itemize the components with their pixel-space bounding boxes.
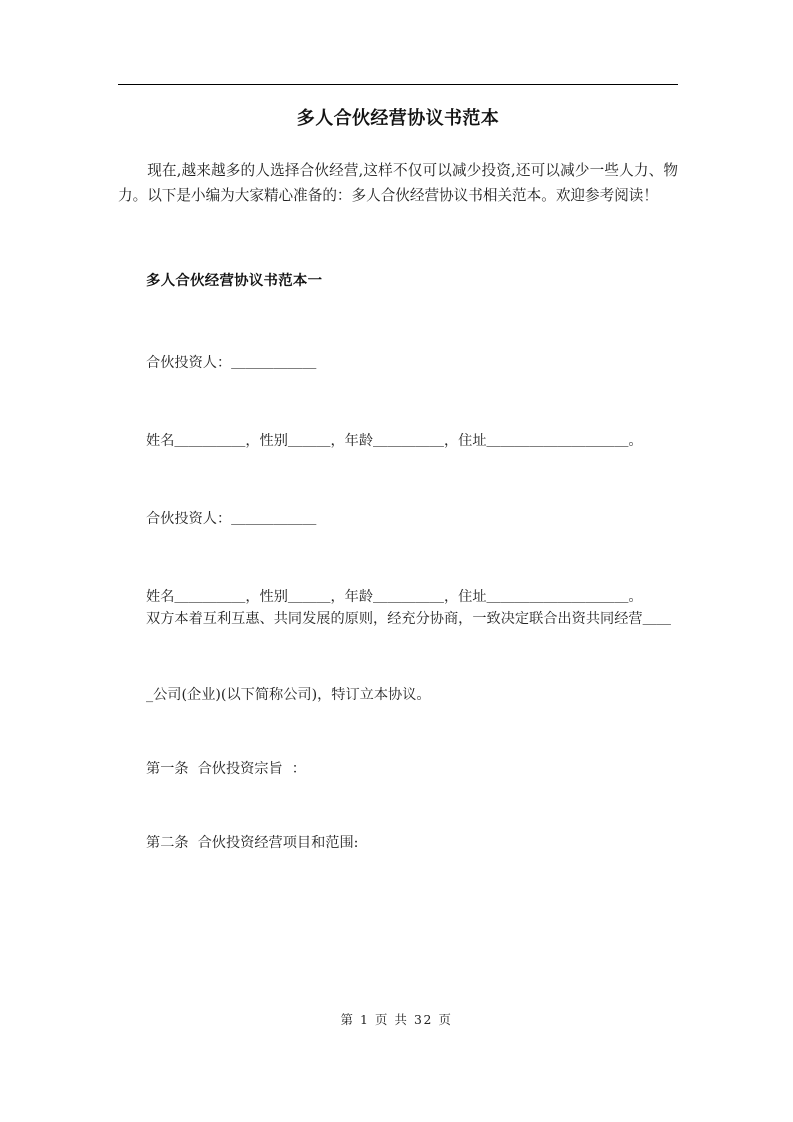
partner-investor-line-2: 合伙投资人：＿＿＿＿＿＿ bbox=[146, 511, 317, 527]
identity-line-1: 姓名＿＿＿＿＿，性别＿＿＿，年龄＿＿＿＿＿，住址＿＿＿＿＿＿＿＿＿＿。 bbox=[146, 433, 643, 449]
article-one-line: 第一条 合伙投资宗旨 ： bbox=[146, 761, 306, 777]
preamble-line-1: 双方本着互利互惠、共同发展的原则，经充分协商，一致决定联合出资共同经营＿＿ bbox=[146, 611, 671, 627]
article-two-line: 第二条 合伙投资经营项目和范围: bbox=[146, 835, 359, 851]
identity-line-2: 姓名＿＿＿＿＿，性别＿＿＿，年龄＿＿＿＿＿，住址＿＿＿＿＿＿＿＿＿＿。 bbox=[146, 589, 643, 605]
partner-investor-line-1: 合伙投资人：＿＿＿＿＿＿ bbox=[146, 355, 317, 371]
preamble-line-2: _公司(企业)(以下简称公司)，特订立本协议。 bbox=[146, 687, 431, 703]
page-title: 多人合伙经营协议书范本 bbox=[296, 108, 500, 129]
intro-paragraph: 现在,越来越多的人选择合伙经营,这样不仅可以减少投资,还可以减少一些人力、物力。以下是小编为大家精心准备的：多人合伙经营协议书相关范本。欢迎参考阅读！ bbox=[118, 162, 678, 204]
section-heading: 多人合伙经营协议书范本一 bbox=[146, 273, 323, 289]
preamble-paragraph bbox=[118, 608, 678, 706]
page-footer: 第 1 页 共 32 页 bbox=[340, 1012, 453, 1027]
document-content bbox=[118, 98, 678, 854]
header-divider bbox=[118, 84, 678, 85]
